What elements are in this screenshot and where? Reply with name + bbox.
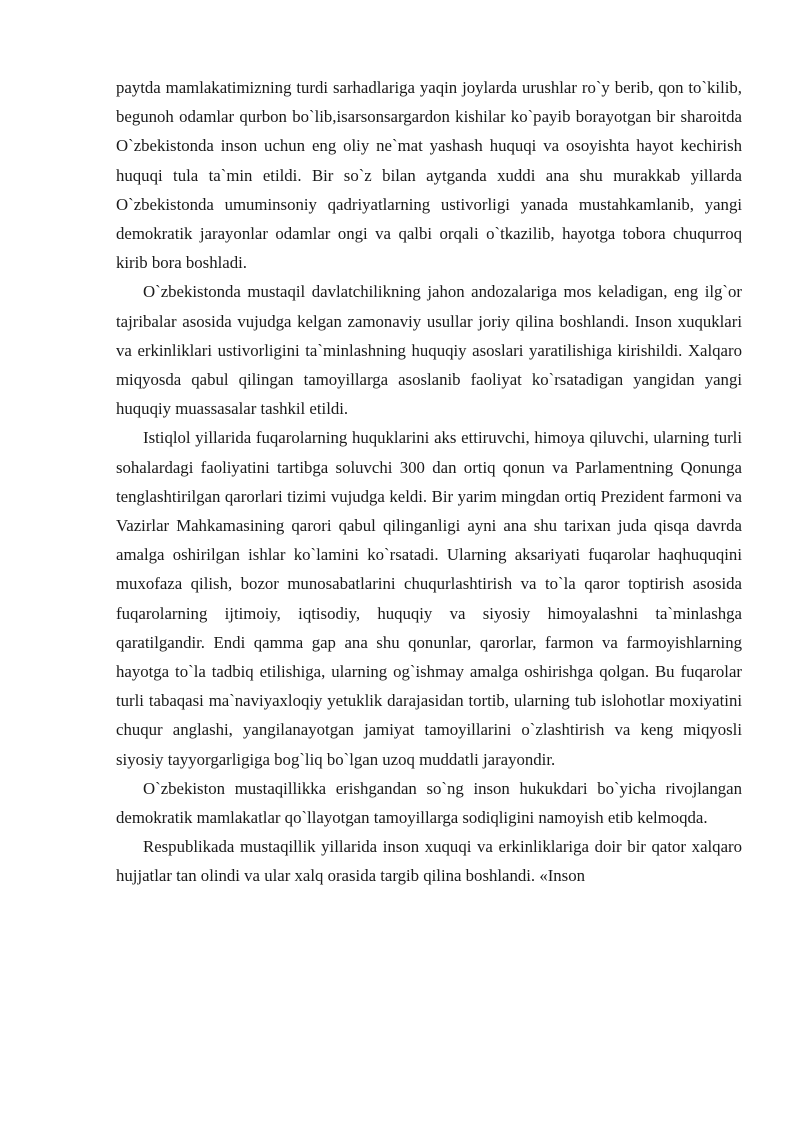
- paragraph-5: Respublikada mustaqillik yillarida inson xuquqi va erkinliklariga doir bir qator xalqaro hujjatlar tan olindi va ular xalq orasida targib qilina boshlandi. «Inson: [116, 837, 742, 886]
- paragraph-4: O`zbekiston mustaqillikka erishgandan so`ng inson hukukdari bo`yicha rivojlangan demokratik mamlakatlar qo`llayotgan tamoyillarga sodiqligini namoyish etib kelmoqda.: [116, 778, 742, 828]
- paragraph-2: O`zbekistonda mustaqil davlatchilikning jahon andozalariga mos keladigan, eng ilg`or tajribalar asosida vujudga kelgan zamonaviy usullar joriy qilina boshlandi. Inson xuquklari va erkinliklari ustivorligini ta`minlashning huquqiy asoslari yaratilishiga kirishildi. Xalqaro miqyosda qabul qilingan tamoyillarga asoslanib faoliyat ko`rsatadigan yangidan yangi huquqiy muassasalar tashkil etildi.: [116, 282, 742, 419]
- paragraph-1: paytda mamlakatimizning turdi sarhadlariga yaqin joylarda urushlar ro`y berib, qon to`kilib, begunoh odamlar qurbon bo`lib,isarsonsargardon kishilar ko`payib borayotgan bir sharoitda O`zbekistonda inson uchun eng oliy ne`mat yashash huquqi va osoyishta hayot kechirish huquqi tula ta`min etildi. Bir so`z bilan aytganda xuddi ana shu murakkab yillarda O`zbekistonda umuminsoniy qadriyatlarning ustivorligi yanada mustahkamlanib, yangi demokratik jarayonlar odamlar ongi va qalbi orqali o`tkazilib, hayotga tobora chuqurroq kirib bora boshladi.: [116, 78, 742, 273]
- document-page: [116, 73, 742, 891]
- paragraph-3: Istiqlol yillarida fuqarolarning huquklarini aks ettiruvchi, himoya qiluvchi, ularning turli sohalardagi faoliyatini tartibga soluvchi 300 dan ortiq qonun va Parlamentning Qonunga tenglashtirilgan qarorlari tizimi vujudga keldi. Bir yarim mingdan ortiq Prezident farmoni va Vazirlar Mahkamasining qarori qabul qilinganligi ayni ana shu tarixan juda qisqa davrda amalga oshirilgan ishlar ko`lamini ko`rsatadi. Ularning aksariyati fuqarolar haqhuquqini muxofaza qilish, bozor munosabatlarini chuqurlashtirish va to`la qaror toptirish asosida fuqarolarning ijtimoiy, iqtisodiy, huquqiy va siyosiy himoyalashni ta`minlashga qaratilgandir. Endi qamma gap ana shu qonunlar, qarorlar, farmon va farmoyishlarning hayotga to`la tadbiq etilishiga, ularning og`ishmay amalga oshirishga qolgan. Bu fuqarolar turli tabaqasi ma`naviyaxloqiy yetuklik darajasidan tortib, ularning tub islohotlar moxiyatini chuqur anglashi, yangilanayotgan jamiyat tamoyillarini o`zlashtirish va keng miqyosli siyosiy tayyorgarligiga bog`liq bo`lgan uzoq muddatli jarayondir.: [116, 428, 742, 769]
